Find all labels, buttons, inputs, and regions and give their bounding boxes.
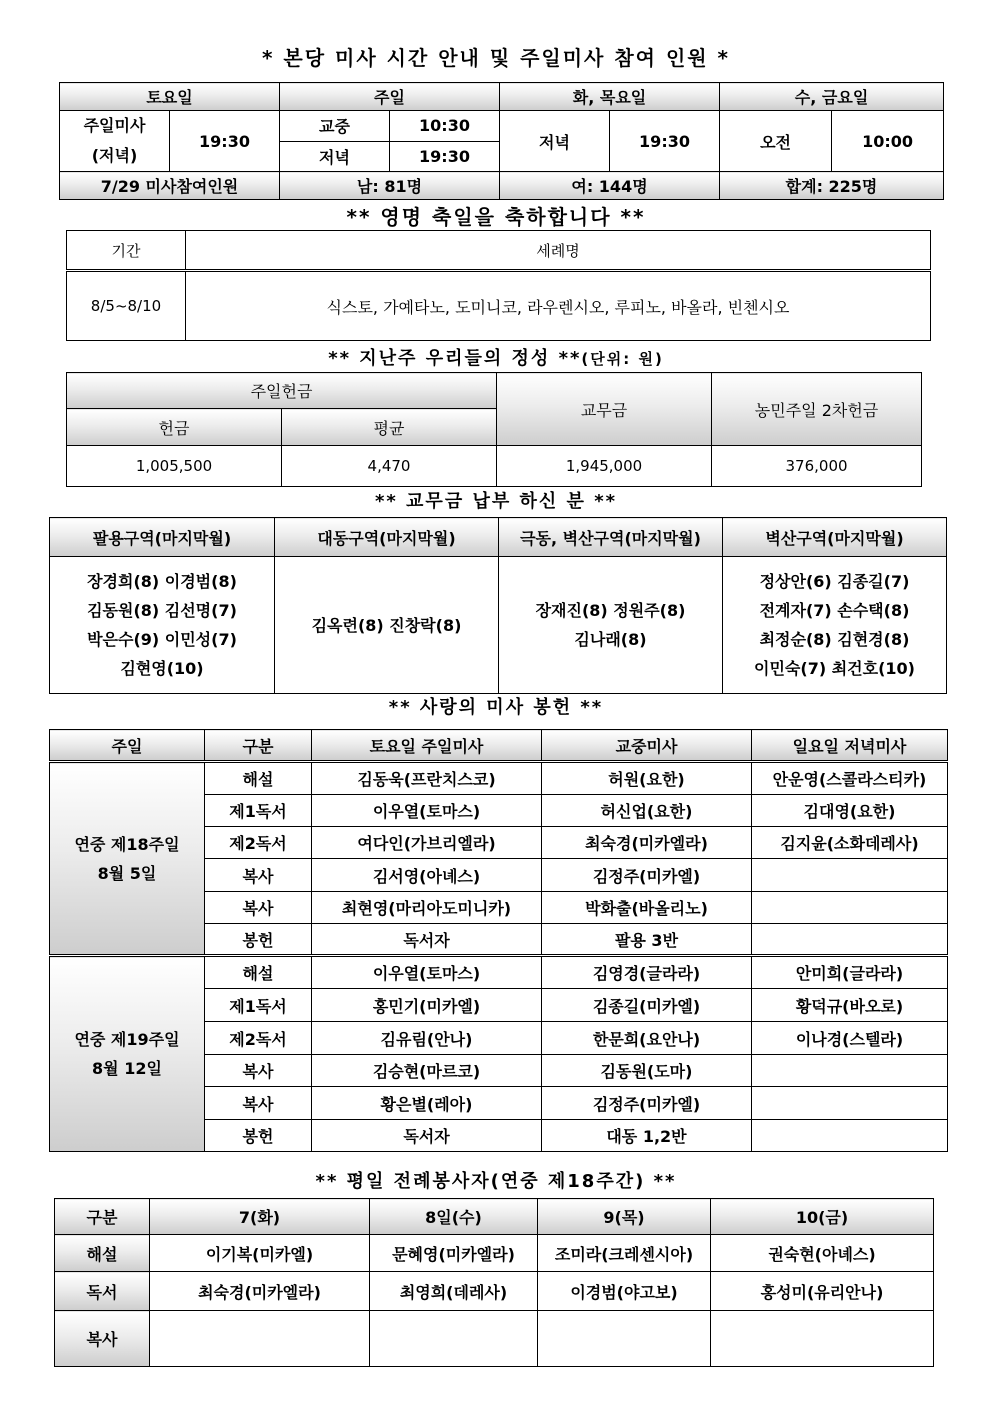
saturday-cell: 홍민기(미카엘) — [312, 989, 542, 1022]
evening-cell: 안미희(글라라) — [752, 956, 948, 989]
main-mass-cell: 김정주(미카엘) — [542, 859, 752, 892]
service-header-sunday: 주일 — [50, 730, 205, 762]
weekday-header-thu: 9(목) — [538, 1199, 711, 1235]
sunday-main-label: 교중 — [280, 111, 390, 142]
role-cell: 복사 — [205, 859, 312, 892]
dues-list-palyong — [50, 557, 275, 694]
sunday-evening-label: 저녁 — [280, 141, 390, 172]
service-header-main: 교중미사 — [542, 730, 752, 762]
saturday-cell: 여다인(가브리엘라) — [312, 827, 542, 859]
role-cell: 복사 — [205, 1055, 312, 1087]
tue-thu-time: 19:30 — [610, 111, 720, 172]
table-row — [55, 1235, 934, 1272]
main-mass-cell: 한문희(요안나) — [542, 1022, 752, 1055]
saturday-cell: 김서영(아녜스) — [312, 859, 542, 892]
evening-cell: 이나경(스텔라) — [752, 1022, 948, 1055]
dues-header-geukdong: 극동, 벽산구역(마지막월) — [499, 518, 723, 557]
main-mass-cell: 박화출(바올리노) — [542, 892, 752, 924]
weekday-role: 독서 — [55, 1272, 150, 1311]
list-item: 장재진(8) 정원주(8) — [535, 601, 686, 620]
weekday-cell: 최영희(데레사) — [370, 1272, 538, 1311]
dues-list-daedong — [275, 557, 499, 694]
weekday-cell — [538, 1311, 711, 1367]
weekday-header-role: 구분 — [55, 1199, 150, 1235]
dues-header: 교무금 — [497, 373, 712, 446]
dues-table — [49, 517, 947, 694]
evening-cell — [752, 1087, 948, 1120]
weekday-cell: 문혜영(미카엘라) — [370, 1235, 538, 1272]
dues-value: 1,945,000 — [497, 446, 712, 487]
dues-header-byeoksan: 벽산구역(마지막월) — [723, 518, 947, 557]
main-mass-cell: 최숙경(미카엘라) — [542, 827, 752, 859]
evening-cell — [752, 1120, 948, 1152]
offerings-title — [0, 344, 992, 370]
weekday-header-fri: 10(금) — [711, 1199, 934, 1235]
attendance-total: 합계: 225명 — [720, 172, 944, 200]
role-cell: 해설 — [205, 956, 312, 989]
average-header: 평균 — [282, 409, 497, 446]
list-item: 이민숙(7) 최건호(10) — [754, 659, 915, 678]
list-item: 정상안(6) 김종길(7) — [759, 572, 910, 591]
week-19-label — [50, 956, 205, 1152]
attendance-male: 남: 81명 — [280, 172, 500, 200]
mass-schedule-title: * 본당 미사 시간 안내 및 주일미사 참여 인원 * — [261, 46, 731, 70]
saturday-mass-label — [60, 111, 170, 172]
sunday-evening-time: 19:30 — [390, 141, 500, 172]
week-label-line1: 연중 제19주일 — [74, 1030, 180, 1049]
feast-period-header: 기간 — [67, 231, 186, 271]
weekday-role: 복사 — [55, 1311, 150, 1367]
offerings-unit: (단위: 원) — [581, 350, 664, 368]
service-table — [49, 729, 948, 1152]
wed-fri-time: 10:00 — [832, 111, 944, 172]
table-row — [50, 956, 948, 989]
dues-header-daedong: 대동구역(마지막월) — [275, 518, 499, 557]
saturday-cell: 김승현(마르코) — [312, 1055, 542, 1087]
saturday-cell: 황은별(레아) — [312, 1087, 542, 1120]
weekday-header-wed: 8일(수) — [370, 1199, 538, 1235]
offerings-table — [66, 372, 922, 487]
feast-names: 식스토, 가예타노, 도미니코, 라우렌시오, 루피노, 바올라, 빈첸시오 — [186, 271, 931, 341]
list-item: 최정순(8) 김현경(8) — [759, 630, 910, 649]
mass-schedule-table — [59, 82, 944, 200]
attendance-female: 여: 144명 — [500, 172, 720, 200]
role-cell: 제1독서 — [205, 795, 312, 827]
header-wed-fri: 수, 금요일 — [720, 83, 944, 111]
evening-cell: 김대영(요한) — [752, 795, 948, 827]
weekday-title: ** 평일 전례봉사자(연중 제18주간) ** — [315, 1171, 677, 1192]
list-item: 전계자(7) 손수택(8) — [759, 601, 910, 620]
list-item: 김동원(8) 김선명(7) — [87, 601, 237, 620]
saturday-mass-label-line2: (저녁) — [91, 146, 138, 165]
weekday-header-tue: 7(화) — [150, 1199, 370, 1235]
evening-cell: 김지윤(소화데레사) — [752, 827, 948, 859]
dues-list-byeoksan — [723, 557, 947, 694]
weekday-cell: 홍성미(유리안나) — [711, 1272, 934, 1311]
weekday-cell — [370, 1311, 538, 1367]
farmers-offering-header: 농민주일 2차헌금 — [712, 373, 922, 446]
main-mass-cell: 김동원(도마) — [542, 1055, 752, 1087]
weekday-table — [54, 1198, 934, 1367]
role-cell: 복사 — [205, 892, 312, 924]
saturday-cell: 독서자 — [312, 1120, 542, 1152]
list-item: 김옥련(8) 진창락(8) — [311, 615, 462, 635]
table-row — [55, 1311, 934, 1367]
weekday-cell: 이경범(야고보) — [538, 1272, 711, 1311]
main-mass-cell: 허신업(요한) — [542, 795, 752, 827]
role-cell: 해설 — [205, 762, 312, 795]
main-mass-cell: 김종길(미카엘) — [542, 989, 752, 1022]
weekday-cell: 최숙경(미카엘라) — [150, 1272, 370, 1311]
service-header-evening: 일요일 저녁미사 — [752, 730, 948, 762]
week-label-line1: 연중 제18주일 — [74, 834, 180, 854]
list-item: 김나래(8) — [574, 630, 647, 649]
main-mass-cell: 허원(요한) — [542, 762, 752, 795]
feast-days-title: ** 영명 축일을 축하합니다 ** — [346, 205, 646, 229]
farmers-offering-value: 376,000 — [712, 446, 922, 487]
service-title: ** 사랑의 미사 봉헌 ** — [388, 697, 604, 718]
dues-list-geukdong — [499, 557, 723, 694]
evening-cell — [752, 859, 948, 892]
saturday-cell: 최현영(마리아도미니카) — [312, 892, 542, 924]
header-sunday: 주일 — [280, 83, 500, 111]
header-tue-thu: 화, 목요일 — [500, 83, 720, 111]
offerings-title-text: ** 지난주 우리들의 정성 ** — [328, 348, 582, 369]
list-item: 장경희(8) 이경범(8) — [87, 572, 237, 591]
week-label-line2: 8월 12일 — [92, 1059, 162, 1078]
evening-cell — [752, 892, 948, 924]
evening-cell: 안운영(스콜라스티카) — [752, 762, 948, 795]
feast-period: 8/5~8/10 — [67, 271, 186, 341]
saturday-cell: 김동욱(프란치스코) — [312, 762, 542, 795]
weekday-cell: 권숙현(아녜스) — [711, 1235, 934, 1272]
service-header-role: 구분 — [205, 730, 312, 762]
role-cell: 복사 — [205, 1087, 312, 1120]
average-value: 4,470 — [282, 446, 497, 487]
evening-cell: 황덕규(바오로) — [752, 989, 948, 1022]
saturday-cell: 김유림(안나) — [312, 1022, 542, 1055]
evening-cell — [752, 924, 948, 956]
weekday-role: 해설 — [55, 1235, 150, 1272]
table-row — [55, 1272, 934, 1311]
sunday-main-time: 10:30 — [390, 111, 500, 142]
service-header-saturday: 토요일 주일미사 — [312, 730, 542, 762]
list-item: 박은수(9) 이민성(7) — [87, 630, 237, 649]
week-18-label — [50, 762, 205, 956]
main-mass-cell: 김영경(글라라) — [542, 956, 752, 989]
wed-fri-label: 오전 — [720, 111, 832, 172]
tue-thu-label: 저녁 — [500, 111, 610, 172]
role-cell: 제1독서 — [205, 989, 312, 1022]
attendance-label: 7/29 미사참여인원 — [60, 172, 280, 200]
main-mass-cell: 팔용 3반 — [542, 924, 752, 956]
weekday-cell: 조미라(크레센시아) — [538, 1235, 711, 1272]
table-row — [50, 762, 948, 795]
sunday-offering-header: 주일헌금 — [67, 373, 497, 409]
weekday-cell — [150, 1311, 370, 1367]
weekday-cell — [711, 1311, 934, 1367]
evening-cell — [752, 1055, 948, 1087]
saturday-cell: 독서자 — [312, 924, 542, 956]
header-saturday: 토요일 — [60, 83, 280, 111]
saturday-cell: 이우열(토마스) — [312, 956, 542, 989]
saturday-cell: 이우열(토마스) — [312, 795, 542, 827]
feast-names-header: 세례명 — [186, 231, 931, 271]
list-item: 김현영(10) — [120, 659, 204, 678]
main-mass-cell: 김정주(미카엘) — [542, 1087, 752, 1120]
dues-title: ** 교무금 납부 하신 분 ** — [374, 491, 618, 512]
role-cell: 제2독서 — [205, 827, 312, 859]
role-cell: 제2독서 — [205, 1022, 312, 1055]
saturday-mass-time: 19:30 — [170, 111, 280, 172]
feast-days-table — [66, 230, 931, 341]
dues-header-palyong: 팔용구역(마지막월) — [50, 518, 275, 557]
role-cell: 봉헌 — [205, 924, 312, 956]
cash-header: 헌금 — [67, 409, 282, 446]
saturday-mass-label-line1: 주일미사 — [83, 116, 146, 135]
weekday-cell: 이기복(미카엘) — [150, 1235, 370, 1272]
cash-value: 1,005,500 — [67, 446, 282, 487]
week-label-line2: 8월 5일 — [97, 863, 157, 883]
role-cell: 봉헌 — [205, 1120, 312, 1152]
main-mass-cell: 대동 1,2반 — [542, 1120, 752, 1152]
